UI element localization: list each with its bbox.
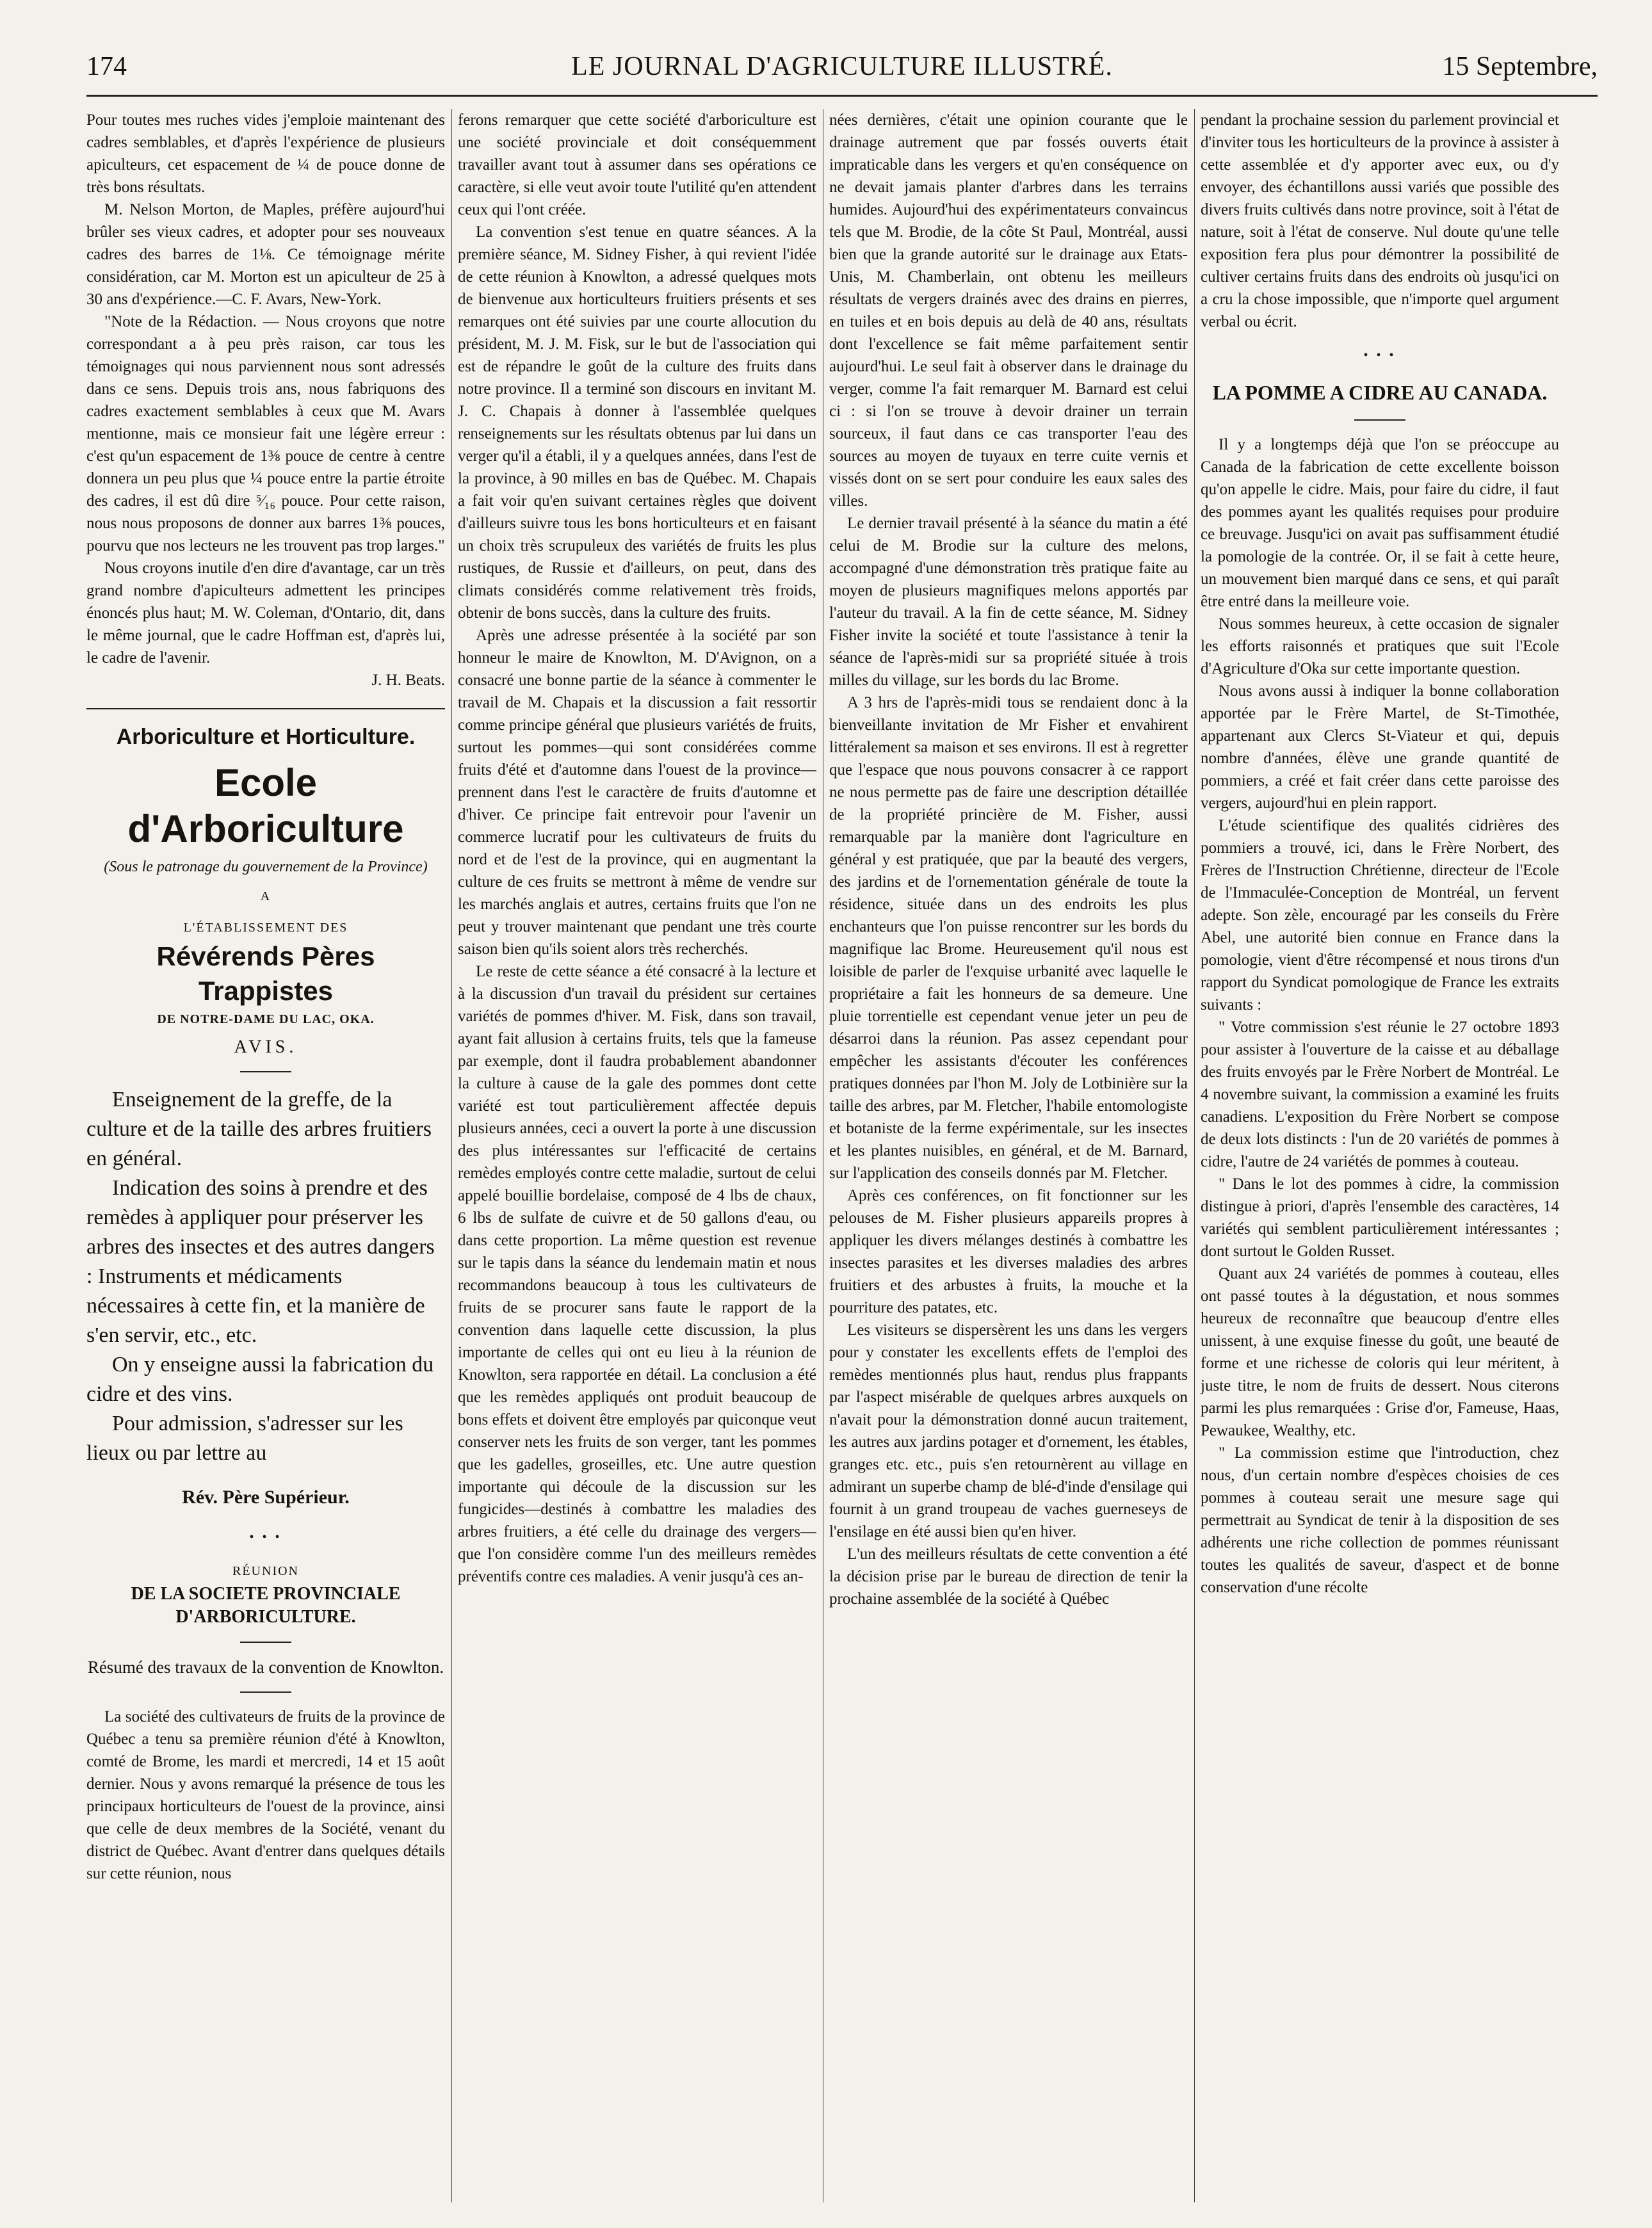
- ad-title: Ecole d'Arboriculture: [127, 761, 404, 850]
- paragraph: La convention s'est tenue en quatre séances. A la première séance, M. Sidney Fisher, à qui revient l'idée de cette réunion à Knowlton, a adressé quelques mots de bienvenue aux horticulteurs fruitiers présents et ses remarques ont été suivies par une courte allocution du président, M. J. M. Fisk, sur le but de l'association qui est de répandre le goût de la culture des fruits dans notre province. Il a terminé son discours en invitant M. J. C. Chapais à donner à l'assemblée quelques renseignements sur les résultats obtenus par lui dans un verger qu'il a établi, il y a quelques années, dans l'est de la province, à 90 milles en bas de Québec. M. Chapais a fait voir qu'en suivant certaines règles que doivent d'ailleurs suivre tous les bons horticulteurs et en faisant un choix très scrupuleux des variétés de fruits les plus rustiques, de Russie et d'ailleurs, on peut, dans des climats considérés comme relativement très froids, obtenir de bons succès, dans la culture des fruits.: [458, 223, 816, 622]
- ad-superior: Rév. Père Supérieur.: [182, 1487, 350, 1508]
- short-rule: [1354, 419, 1405, 421]
- short-rule: [240, 1642, 291, 1643]
- paragraph: Le reste de cette séance a été consacré à la lecture et à la discussion d'un travail du président sur certaines variétés de pommes d'hiver. M. Fisk, dans son travail, ayant fait allusion à certains fruits, tels que la fameuse par exemple, dont il faudra probablement abandonner la culture à cause de la gale des pommes dont cette variété est tout particulièrement affectée depuis plusieurs années, ceci a ouvert la porte à une discussion des plus intéressantes sur l'efficacité de certains remèdes employés contre cette maladie, surtout de celui appelé bouillie bordelaise, composé de 4 lbs de chaux, 6 lbs de sulfate de cuivre et de 50 gallons d'eau, ou dans cette proportion. La même question est revenue sur le tapis dans la séance du lendemain matin et nous recommandons beaucoup à tous les cultivateurs de fruits de se procurer sans faute le rapport de la convention dans laquelle cette discussion, la plus importante de celles qui ont eu lieu à la réunion de Knowlton, sera rapportée en détail. La conclusion a été que les remèdes appliqués ont produit beaucoup de bons effets et doivent être employés par quiconque veut conserver nets les fruits de son verger, tant les pommes que les gadelles, groseilles, etc. Une autre question importante qui découle de la discussion sur les fungicides—destinés à combattre les maladies des arbres fruitiers, a été celle du drainage des vergers—que l'on considère comme l'un des meilleurs remèdes préventifs contre ces maladies. A venir jusqu'à ces an-: [458, 963, 816, 1585]
- issue-date: 15 Septembre,: [1442, 52, 1598, 81]
- paragraph: "Note de la Rédaction. — Nous croyons que notre correspondant a à peu près raison, car tous les témoignages qui nous parviennent nous sont adressés dans ce sens. Depuis trois ans, nous fabriquons des cadres exactement semblables à ceux que M. Avars mentionne, mais ce monsieur fait une légère erreur : c'est qu'un espacement de 1⅜ pouce de centre à centre donnera un peu plus que ¼ pouce entre la partie étroite des cadres, il est dû dire ⁵⁄₁₆ pouce. Pour cette raison, nous nous proposons de donner aux barres 1⅜ pouces, pourvu que nos lecteurs ne les trouvent pas trop larges.": [86, 313, 445, 554]
- ad-body: [86, 1085, 445, 1468]
- paragraph: " La commission estime que l'introduction, chez nous, d'un certain nombre d'espèces choisies de ces pommes à couteau serait une mesure sage qui permettrait au Syndicat de tenir à la disposition de ses adhérents une riche collection de pommes réunissant toutes les qualités de saveur, d'aspect et de bonne conservation d'une récolte: [1201, 1444, 1559, 1596]
- ad-subtitle: (Sous le patronage du gouvernement de la Province): [104, 859, 428, 875]
- paragraph: Nous avons aussi à indiquer la bonne collaboration apportée par le Frère Martel, de St-Timothée, appartenant aux Clercs St-Viateur et qui, depuis nombre d'années, élève une grande quantité de pommiers, a créé et fait créer dans cette paroisse des vergers, aujourd'hui en plein rapport.: [1201, 682, 1559, 812]
- paragraph: Quant aux 24 variétés de pommes à couteau, elles ont passé toutes à la dégustation, et nous sommes heureux de reconnaître que beaucoup d'entre elles unissent, à une exquise finesse du goût, une beauté de forme et une richesse de coloris qui leur méritent, à juste titre, le nom de fruits de dessert. Nous citerons parmi les plus remarquées : Grise d'or, Fameuse, Haas, Pewaukee, Wealthy, etc.: [1201, 1265, 1559, 1439]
- paragraph: nées dernières, c'était une opinion courante que le drainage autrement que par fossés ouverts était impraticable dans les vergers et qu'en conséquence on ne devait jamais planter d'arbres dans les terrains humides. Aujourd'hui des expérimentateurs convaincus tels que M. Brodie, de la côte St Paul, Montréal, aussi bien que la grande autorité sur le drainage aux Etats-Unis, M. Chamberlain, ont obtenu les meilleurs résultats de vergers drainés avec des drains en pierres, en tuiles et en bois depuis au delà de 40 ans, résultats dont l'excellence se fait même parfaitement sentir aujourd'hui. Le seul fait à observer dans le drainage du verger, comme l'a fait remarquer M. Barnard est celui ci : si l'on se trouve à devoir drainer un terrain sourceux, il faut dans ce cas transporter l'eau des sources au moyen de tuyaux en terre cuite vernis et vissés dont on se sert pour conduire les eaux sales des villes.: [829, 111, 1188, 510]
- ad-paragraph: Pour admission, s'adresser sur les lieux ou par lettre au: [86, 1412, 403, 1465]
- paragraph: L'étude scientifique des qualités cidrières des pommiers a trouvé, ici, dans le Frère Norbert, des Frères de l'Instruction Chrétienne, directeur de l'Ecole de l'Immaculée-Conception de Montréal, un fervent adepte. Son zèle, encouragé par les conseils du Frère Abel, une autorité bien connue en France dans la pomologie, vient d'être récompensé et nous tirons d'un rapport du Syndicat pomologique de France les extraits suivants :: [1201, 817, 1559, 1013]
- paragraph: " Votre commission s'est réunie le 27 octobre 1893 pour assister à l'ouverture de la caisse et au déballage des fruits envoyés par le Frère Norbert de Montréal. Le 4 novembre suivant, la commission a examiné les fruits canadiens. L'exposition du Frère Norbert se compose de deux lots distincts : l'un de 20 variétés de pommes à cidre, l'autre de 24 variétés de pommes à couteau.: [1201, 1019, 1559, 1170]
- signature: J. H. Beats.: [371, 672, 445, 689]
- paragraph: Nous sommes heureux, à cette occasion de signaler les efforts raisonnés et pratiques que suit l'Ecole d'Agriculture d'Oka sur cette importante question.: [1201, 615, 1559, 677]
- journal-title: LE JOURNAL D'AGRICULTURE ILLUSTRÉ.: [571, 52, 1113, 81]
- paragraph: A 3 hrs de l'après-midi tous se rendaient donc à la bienveillante invitation de Mr Fisher et envahirent littéralement sa maison et ses environs. Il est à regretter que l'espace que nous pouvons consacrer à ce rapport ne nous permette pas de faire une description détaillée de la propriété princière de M. Fisher, aussi remarquable par la manière dont l'agriculture en général y est pratiquée, que par la beauté des vergers, des jardins et de l'ornementation générale de toute la résidence, située dans un des endroits les plus enchanteurs que l'on puisse rencontrer sur les bords du magnifique lac Brome. Heureusement qu'il nous est loisible de parler de l'exquise urbanité avec laquelle le propriétaire a fait les honneurs de sa demeure. Une pluie torrentielle est cependant venue jeter un peu de désarroi dans la réunion. Pas assez cependant pour empêcher les assistants d'écouter les conférences pratiques données par l'hon M. Joly de Lotbinière sur la taille des arbres, par M. Fletcher, l'habile entomologiste et botaniste de la ferme expérimentale, sur les insectes et les plantes nuisibles, en général, et de M. Barnard, sur l'application des conseils donnés par M. Fletcher.: [829, 694, 1188, 1182]
- column-1: [86, 109, 445, 2202]
- paragraph: Le dernier travail présenté à la séance du matin a été celui de M. Brodie sur la culture des melons, accompagné d'une démonstration très pratique faite au moyen de plusieurs magnifiques melons apportés par l'auteur du travail. A la fin de cette séance, M. Sidney Fisher invite la société et toute l'assistance à tenir la séance de l'après-midi sur sa propriété située à trois milles du village, sur les bords du lac Brome.: [829, 515, 1188, 689]
- page-number: 174: [86, 52, 127, 81]
- divider: [86, 708, 445, 709]
- paragraph: Les visiteurs se dispersèrent les uns dans les vergers pour y constater les excellents effets de l'emploi des remèdes mentionnés plus haut, rendus plus frappants par l'aspect misérable de quelques arbres auxquels on n'avait pour la démonstration donné aucun traitement, les autres aux jardins potager et d'ornement, les étables, granges etc. etc., puis s'en retournèrent au village en admirant un superbe champ de blé-d'inde d'ensilage qui fournit à un grand troupeau de vaches guerneseys de l'ensilage en été aussi bien qu'en hiver.: [829, 1321, 1188, 1540]
- ornament: • • •: [1363, 348, 1397, 362]
- paragraph: " Dans le lot des pommes à cidre, la commission distingue à priori, d'après l'ensemble des caractères, 14 variétés qui semblent particulièrement intéressantes ; dont surtout le Golden Russet.: [1201, 1175, 1559, 1260]
- paragraph: ferons remarquer que cette société d'arboriculture est une société provinciale et doit conséquemment travailler avant tout à assumer dans ses opérations ce caractère, si elle veut avoir toute l'utilité qu'en attendent ceux qui l'ont créée.: [458, 111, 816, 218]
- columns: [86, 109, 1598, 2202]
- column-4: [1201, 109, 1559, 2202]
- reunion-label: RÉUNION: [232, 1564, 299, 1578]
- column-divider: [1194, 109, 1195, 2202]
- paragraph: Il y a longtemps déjà que l'on se préoccupe au Canada de la fabrication de cette excellente boisson qu'on appelle le cidre. Mais, pour faire du cidre, il faut des pommes ayant les qualités requises pour produire ce breuvage. Jusqu'ici on avait pas suffisamment étudié la pomologie de la contrée. Or, il se fait à cette heure, un mouvement bien marqué dans ce sens, et qui paraît être entré dans la meilleure voie.: [1201, 436, 1559, 610]
- paragraph: Après ces conférences, on fit fonctionner sur les pelouses de M. Fisher plusieurs appareils propres à appliquer les divers mélanges destinés à combattre les insectes parasites et les diverses maladies des arbres fruitiers et des arbustes à fruits, la mouche et la pourriture des patates, etc.: [829, 1187, 1188, 1316]
- ad-paragraph: Enseignement de la greffe, de la culture et de la taille des arbres fruitiers en général.: [86, 1088, 432, 1170]
- column-3: [829, 109, 1188, 2202]
- paragraph: pendant la prochaine session du parlement provincial et d'inviter tous les horticulteurs de la province à assister à cette assemblée et d'y apporter avec eux, ou d'y envoyer, des échantillons aussi variés que possible des divers fruits cultivés dans notre province, soit à l'état de nature, soit à l'état de conserve. Nul doute qu'une telle exposition fera plus pour démontrer la possibilité de cultiver certains fruits dans des endroits où jusqu'ici on a cru la chose impossible, que n'importe quel argument verbal ou écrit.: [1201, 111, 1559, 330]
- paragraph: La société des cultivateurs de fruits de la province de Québec a tenu sa première réunion d'été à Knowlton, comté de Brome, les mardi et mercredi, 14 et 15 août dernier. Nous y avons remarqué la présence de tous les principaux horticulteurs de l'ouest de la province, ainsi que celle de deux membres de la Société, venant du district de Québec. Avant d'entrer dans quelques détails sur cette réunion, nous: [86, 1708, 445, 1882]
- resume-heading: Résumé des travaux de la convention de Knowlton.: [87, 1658, 444, 1677]
- ornament: • • •: [249, 1530, 282, 1544]
- ad-avis: AVIS.: [234, 1037, 298, 1057]
- ad-establishment: L'ÉTABLISSEMENT DES: [183, 921, 348, 935]
- paragraph: L'un des meilleurs résultats de cette convention a été la décision prise par le bureau de direction de tenir la prochaine assemblée de la société à Québec: [829, 1546, 1188, 1608]
- ad-reverends: Révérends Pères Trappistes: [156, 941, 375, 1006]
- newspaper-page: [61, 38, 1598, 2202]
- section-heading: Arboriculture et Horticulture.: [116, 725, 416, 749]
- ad-place: DE NOTRE-DAME DU LAC, OKA.: [157, 1012, 375, 1026]
- column-2: [458, 109, 816, 2202]
- paragraph: M. Nelson Morton, de Maples, préfère aujourd'hui brûler ses vieux cadres, et adopter pour ses nouveaux cadres des barres de 1⅛. Ce témoignage mérite considération, car M. Morton est un apiculteur de 25 à 30 ans d'expérience.—C. F. Avars, New-York.: [86, 201, 445, 308]
- short-rule: [240, 1691, 291, 1693]
- short-rule: [240, 1071, 291, 1072]
- reunion-heading: DE LA SOCIETE PROVINCIALE D'ARBORICULTURE.: [131, 1584, 401, 1627]
- ad-paragraph: On y enseigne aussi la fabrication du cidre et des vins.: [86, 1353, 434, 1406]
- paragraph: Pour toutes mes ruches vides j'emploie maintenant des cadres semblables, et d'après l'expérience de plusieurs apiculteurs, cet espacement de ¼ de pouce donne de très bons résultats.: [86, 111, 445, 196]
- ad-a: A: [260, 889, 271, 903]
- ad-paragraph: Indication des soins à prendre et des remèdes à appliquer pour préserver les arbres des insectes et des autres dangers : Instruments et médicaments nécessaires à cette fin, et la manière de s'en servir, etc., etc.: [86, 1176, 435, 1347]
- paragraph: Nous croyons inutile d'en dire d'avantage, car un très grand nombre d'apiculteurs admettent les principes énoncés plus haut; M. W. Coleman, d'Ontario, dit, dans le même journal, que le cadre Hoffman est, d'après lui, le cadre de l'avenir.: [86, 560, 445, 666]
- header-rule: [86, 95, 1598, 97]
- paragraph: Après une adresse présentée à la société par son honneur le maire de Knowlton, M. D'Avignon, on a consacré une bonne partie de la séance à commenter le travail de M. Chapais et la discussion a fait ressortir comme principe général que plusieurs variétés de fruits, surtout les pommes—qui sont considérées comme fruits d'été et d'automne dans l'ouest de la province—prennent dans l'est le caractère de fruits d'automne et d'hiver. Ce principe fait entrevoir pour l'avenir un commerce lucratif pour les cultivateurs de fruits du nord et de l'est de la province, qui en augmentant la culture de ces fruits se mettront à même de vendre sur les marchés anglais et autres, certains fruits que l'on ne peut y trouver maintenant que pendant une très courte saison bien qu'ils soient alors très recherchés.: [458, 627, 816, 958]
- page-header: [86, 51, 1598, 96]
- article-title: LA POMME A CIDRE AU CANADA.: [1212, 381, 1548, 404]
- column-divider: [451, 109, 452, 2202]
